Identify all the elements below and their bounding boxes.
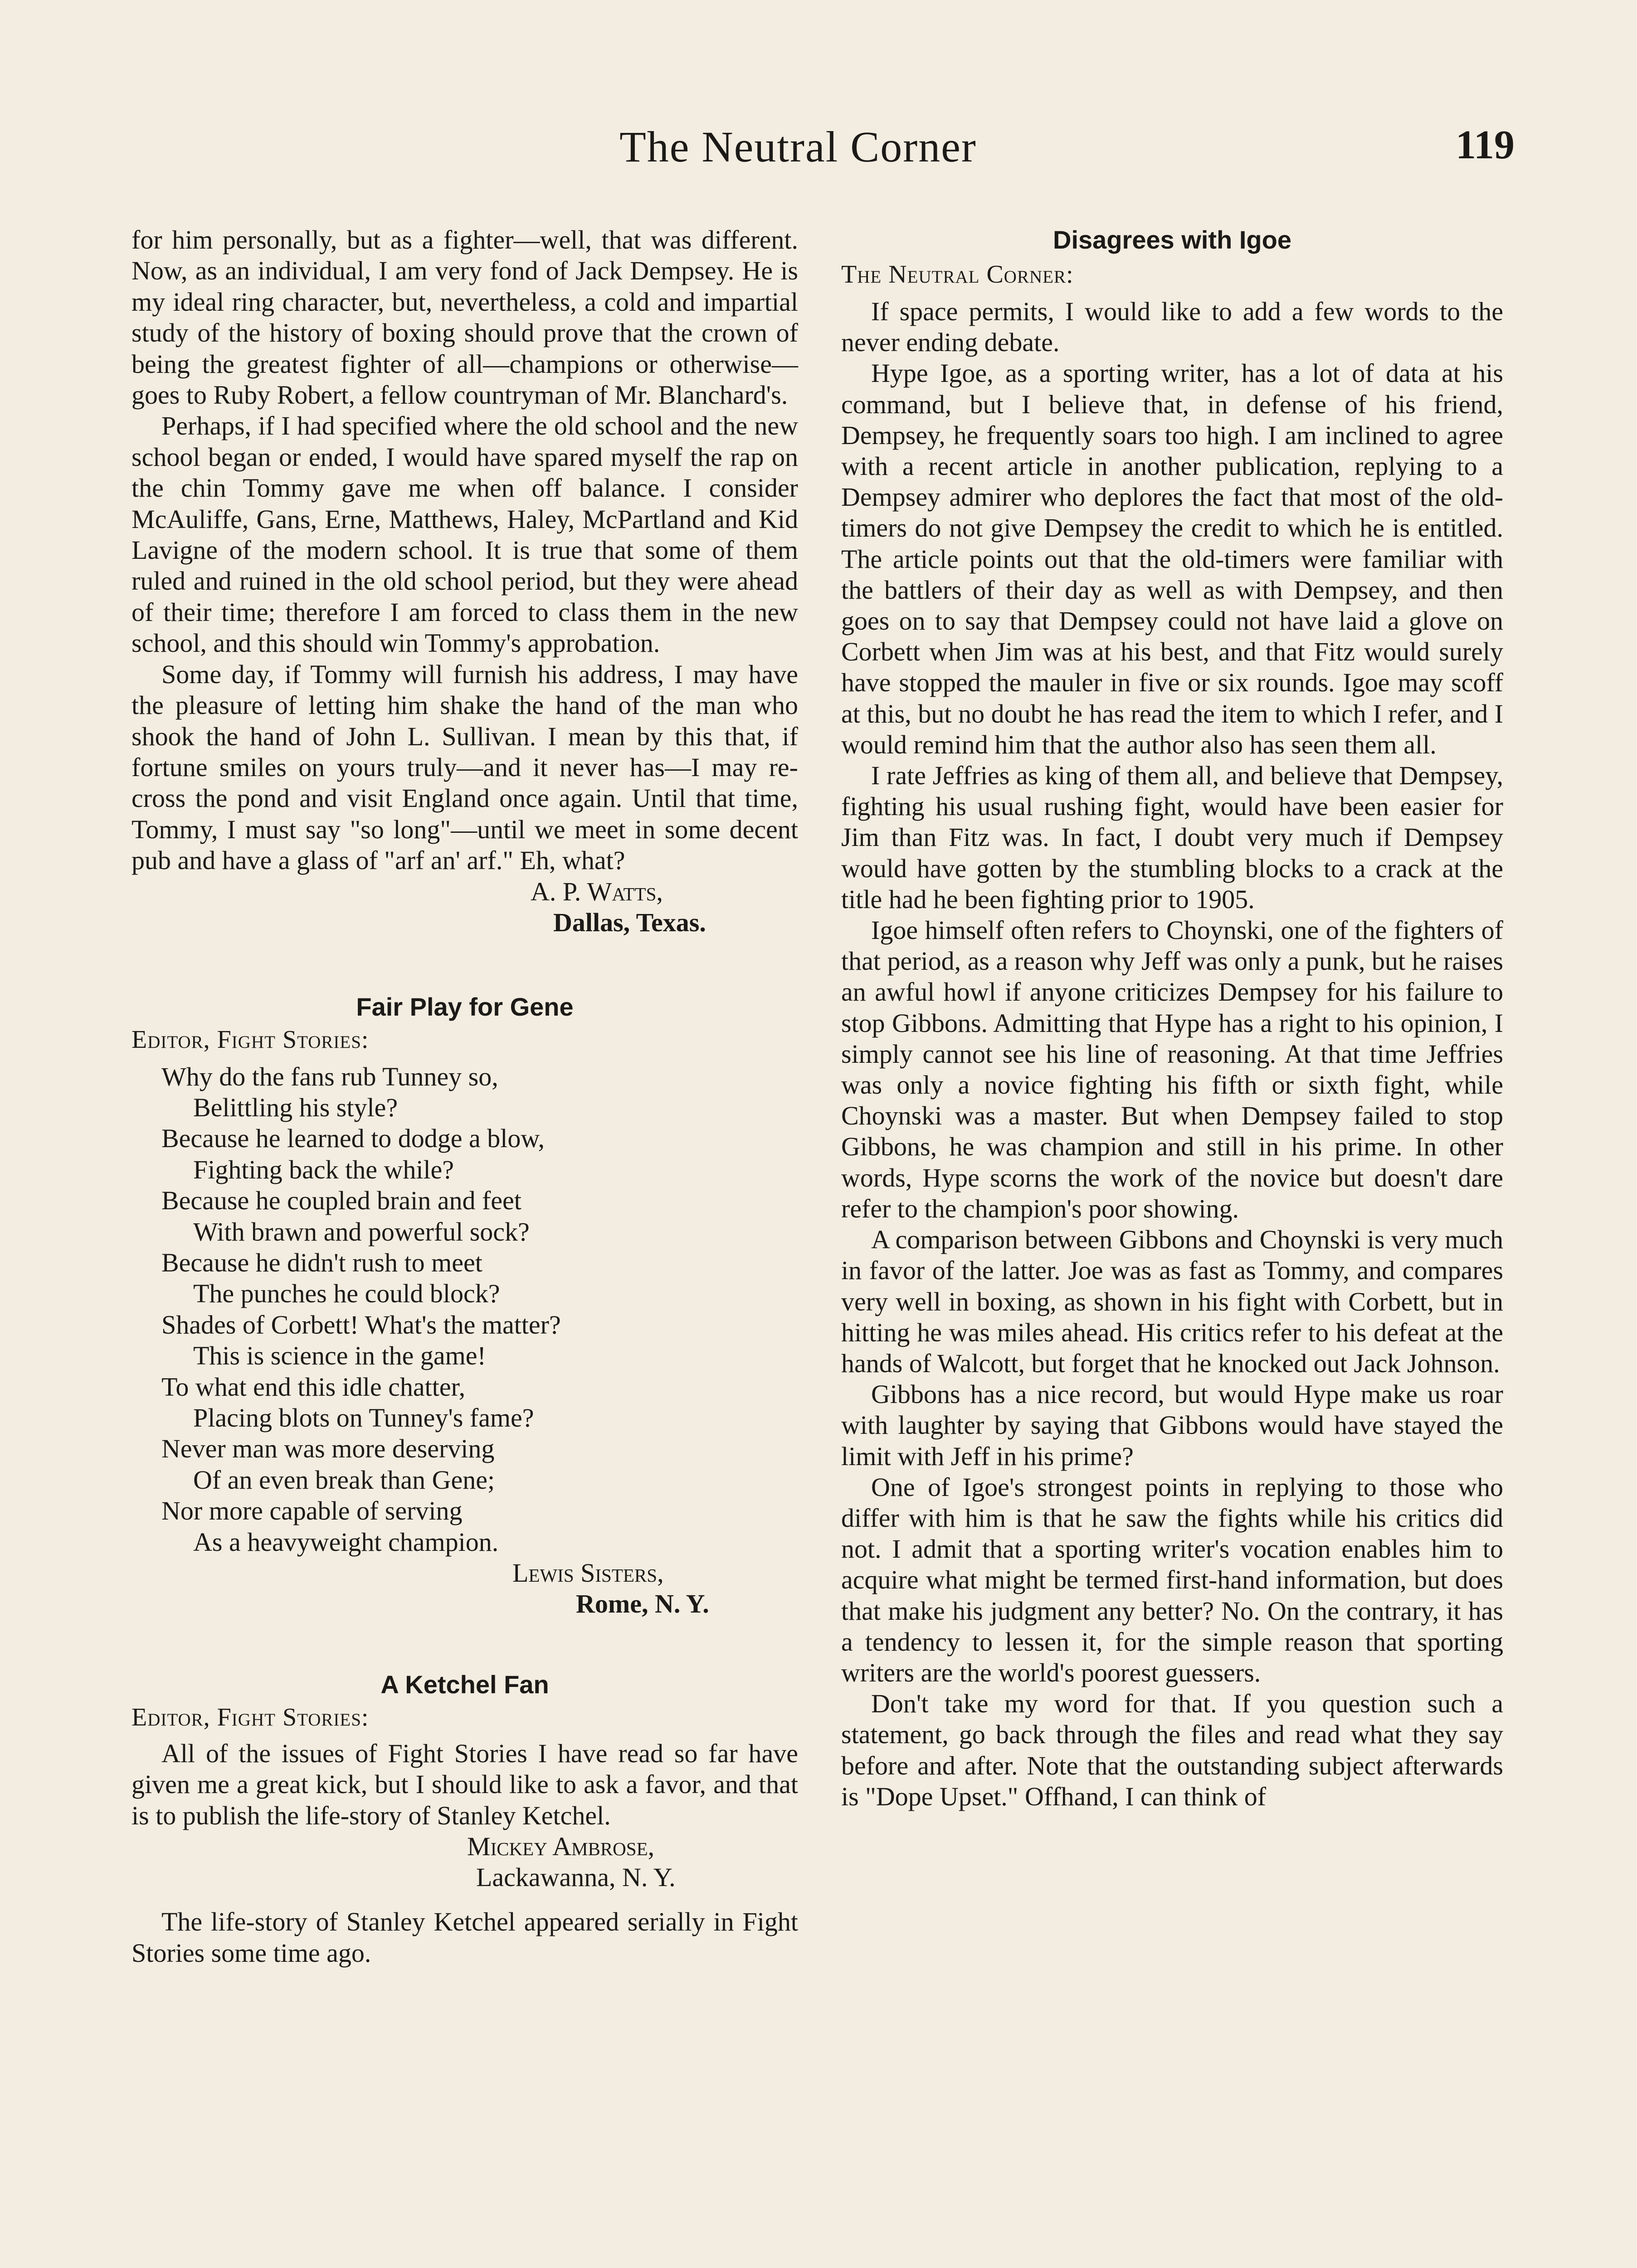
poem-line: Never man was more deserving	[161, 1434, 495, 1464]
letter-paragraph: All of the issues of Fight Stories I have read so far have given me a great kick, but I should like to ask a favor, and that is to publish the life-story of Stanley Ketchel.	[132, 1739, 798, 1830]
poem-line: Of an even break than Gene;	[193, 1465, 495, 1495]
poem-line: Shades of Corbett! What's the matter?	[161, 1310, 561, 1339]
letter-heading: Fair Play for Gene	[356, 992, 574, 1021]
letter-ketchel-fan	[132, 1669, 798, 1893]
letter-paragraph: Some day, if Tommy will furnish his address, I may have the pleasure of letting him shake the hand of the man who shook the hand of John L. Sullivan. I mean by this that, if fortune smiles on yours truly—and it never has—I may re-cross the pond and visit England once again. Until that time, Tommy, I must say "so long"—until we meet in some decent pub and have a glass of "arf an' arf." Eh, what?	[132, 659, 798, 875]
signature-place: Lackawanna, N. Y.	[476, 1862, 676, 1892]
poem-line: Fighting back the while?	[193, 1154, 454, 1184]
poem-line: To what end this idle chatter,	[161, 1372, 466, 1402]
letter-paragraph: for him personally, but as a fighter—well, that was different. Now, as an individual, I am very fond of Jack Dempsey. He is my ideal ring character, but, nevertheless, a cold and impartial study of the history of boxing should prove that the crown of being the greatest fighter of all—champions or otherwise—goes to Ruby Robert, a fellow countryman of Mr. Blanchard's.	[132, 225, 798, 410]
poem-line: This is science in the game!	[193, 1341, 486, 1371]
poem-line: Why do the fans rub Tunney so,	[161, 1061, 498, 1091]
right-column	[841, 225, 1503, 1812]
letter-paragraph: Don't take my word for that. If you question such a statement, go back through the files and read what they say before and after. Note that the outstanding subject afterwards is "Dope Upset." Offhand, I can think of	[841, 1689, 1503, 1811]
letter-fair-play	[132, 992, 798, 1620]
poem-line: As a heavyweight champion.	[193, 1527, 499, 1557]
page-header	[0, 122, 1637, 171]
poem-line: With brawn and powerful sock?	[193, 1217, 530, 1246]
signature-name: Lewis Sisters,	[512, 1558, 664, 1588]
letter-paragraph: One of Igoe's strongest points in replying to those who differ with him is that he saw the fights while his critics did not. I admit that a sporting writer's vocation enables him to acquire what might be termed first-hand information, but does that make his judgment any better? No. On the contrary, it has a tendency to lessen it, for the simple reason that sporting writers are the world's poorest guessers.	[841, 1472, 1503, 1687]
signature-name: Mickey Ambrose,	[467, 1832, 655, 1862]
poem-line: Nor more capable of serving	[161, 1496, 463, 1526]
letter-paragraph: Gibbons has a nice record, but would Hype make us roar with laughter by saying that Gibbons would have stayed the limit with Jeff in his prime?	[841, 1379, 1503, 1471]
letter-paragraph: Perhaps, if I had specified where the old school and the new school began or ended, I would have spared myself the rap on the chin Tommy gave me when off balance. I consider McAuliffe, Gans, Erne, Matthews, Haley, McPartland and Kid Lavigne of the modern school. It is true that some of them ruled and ruined in the old school period, but they were ahead of their time; therefore I am forced to class them in the new school, and this should win Tommy's approbation.	[132, 411, 798, 658]
poem	[132, 1061, 798, 1558]
letter-paragraph: Hype Igoe, as a sporting writer, has a lot of data at his command, but I believe that, in defense of his friend, Dempsey, he frequently soars too high. I am inclined to agree with a recent article in another publication, replying to a Dempsey admirer who deplores the fact that most of the old-timers do not give Dempsey the credit to which he is entitled. The article points out that the old-timers were familiar with the battlers of their day as well as with Dempsey, and then goes on to say that Dempsey could not have laid a glove on Corbett when Jim was at his best, and that Fitz would surely have stopped the mauler in five or six rounds. Igoe may scoff at this, but no doubt he has read the item to which I refer, and I would remind him that the author also has seen them all.	[841, 358, 1503, 759]
signature-name: A. P. Watts,	[531, 876, 663, 906]
letter-paragraph: Igoe himself often refers to Choynski, one of the fighters of that period, as a reason why Jeff was only a punk, but he raises an awful howl if anyone criticizes Dempsey for his failure to stop Gibbons. Admitting that Hype has a right to his opinion, I simply cannot see his line of reasoning. At that time Jeffries was only a novice fighting his fifth or sixth fight, while Choynski was a master. But when Dempsey failed to stop Gibbons, he was champion and still in his prime. In other words, Hype scorns the work of the novice but doesn't dare refer to the champion's poor showing.	[841, 915, 1503, 1223]
salutation: Editor, Fight Stories:	[132, 1025, 369, 1054]
poem-line: Placing blots on Tunney's fame?	[193, 1403, 534, 1432]
poem-line: Belittling his style?	[193, 1092, 398, 1122]
poem-line: Because he coupled brain and feet	[161, 1186, 521, 1216]
poem-line: Because he learned to dodge a blow,	[161, 1124, 545, 1154]
page-title: The Neutral Corner	[619, 122, 977, 171]
poem-line: Because he didn't rush to meet	[161, 1247, 482, 1277]
signature-place: Rome, N. Y.	[576, 1589, 709, 1619]
signature-place: Dallas, Texas.	[553, 907, 706, 937]
letter-paragraph: If space permits, I would like to add a few words to the never ending debate.	[841, 297, 1503, 357]
poem-line: The punches he could block?	[193, 1279, 500, 1309]
letter-watts	[132, 225, 798, 938]
salutation: The Neutral Corner:	[841, 260, 1074, 288]
letter-heading: Disagrees with Igoe	[1053, 225, 1291, 254]
page-number: 119	[1455, 122, 1515, 167]
left-column	[132, 225, 798, 1969]
salutation: Editor, Fight Stories:	[132, 1703, 369, 1732]
letter-heading: A Ketchel Fan	[380, 1670, 549, 1699]
editor-note: The life-story of Stanley Ketchel appeared serially in Fight Stories some time ago.	[132, 1907, 798, 1968]
letter-paragraph: A comparison between Gibbons and Choynski is very much in favor of the latter. Joe was as fast as Tommy, and compares very well in boxing, as shown in his fight with Corbett, but in hitting he was miles ahead. His critics refer to his defeat at the hands of Walcott, but forget that he knocked out Jack Johnson.	[841, 1225, 1503, 1378]
letter-paragraph: I rate Jeffries as king of them all, and believe that Dempsey, fighting his usual rushing fight, would have been easier for Jim than Fitz was. In fact, I doubt very much if Dempsey would have gotten by the stumbling blocks to a crack at the title had he been fighting prior to 1905.	[841, 761, 1503, 914]
